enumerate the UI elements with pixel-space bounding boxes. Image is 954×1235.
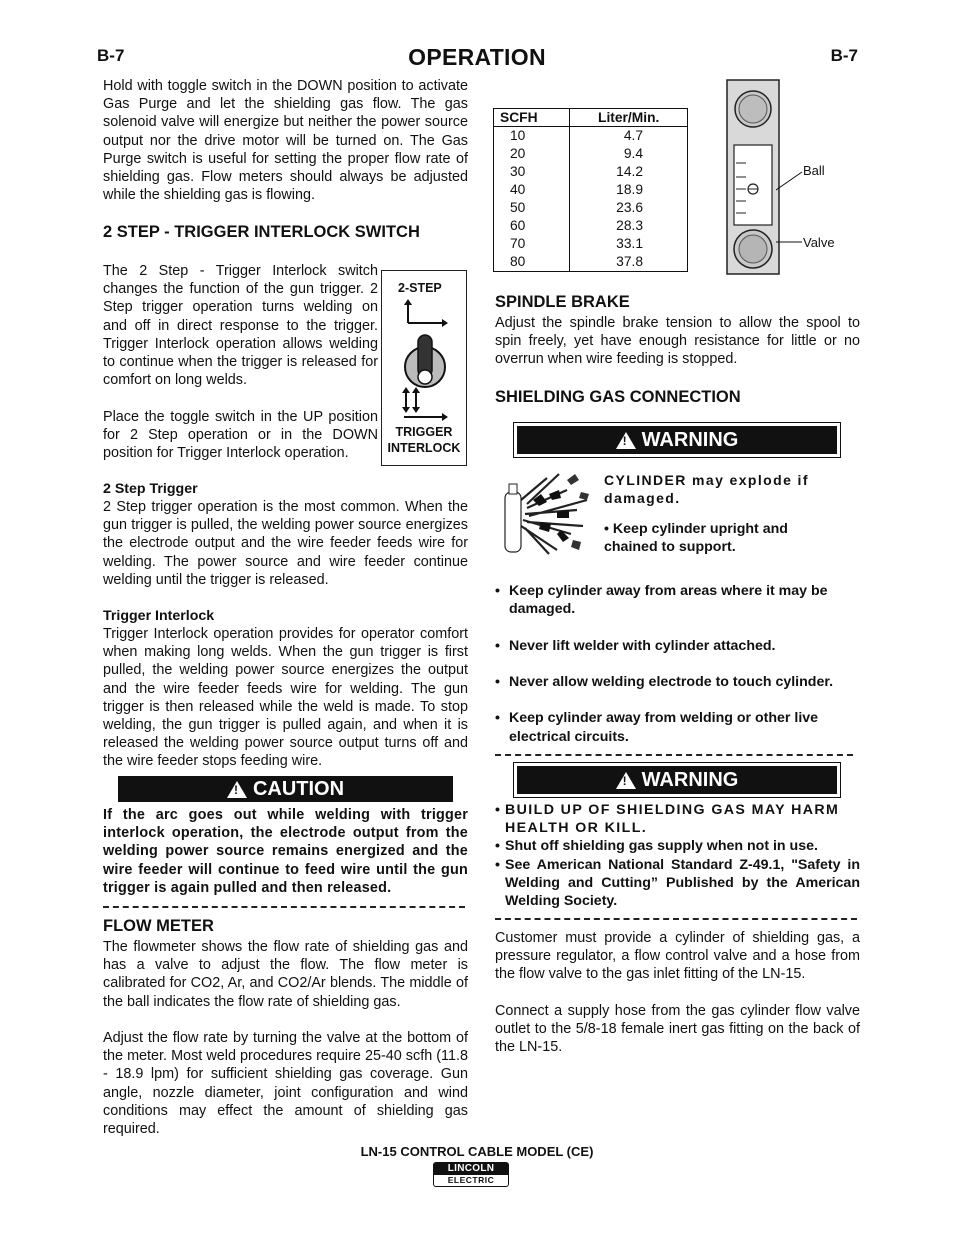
intro-paragraph: Hold with toggle switch in the DOWN position to activate Gas Purge and let the shielding gas flow. The gas solenoid valve will energize but neither the power source output nor the drive motor will be turned on. The Gas Purge switch is useful for setting the proper flow rate of shielding gas. Flow meters should always be adjusted while the shielding gas is flowing. bbox=[103, 78, 468, 204]
table-cell: 28.3 bbox=[570, 217, 688, 235]
table-cell: 70 bbox=[494, 235, 570, 253]
caution-text: If the arc goes out while welding with trigger interlock operation, the electrode output from the welding power source remains energized and the wire feeder will continue to feed wire until the gun trigger is again pulled and then released. bbox=[103, 807, 468, 896]
table-cell: 4.7 bbox=[570, 127, 688, 145]
warning-icon: ! bbox=[616, 432, 636, 449]
meter-pointer-lines bbox=[776, 160, 806, 250]
interlock-text: Trigger Interlock operation provides for operator comfort when making long welds. When the gun trigger is first pulled, the welding power source energizes the output and the wire feeder feeds wire for welding. The gun trigger is then released while the weld is made. To stop welding, the gun trigger is pulled again, and when it is released the welding power source output turns off and the wire feeder stops feeding wire. bbox=[103, 626, 468, 770]
switch-label-interlock: INTERLOCK bbox=[387, 441, 461, 455]
interlock-heading: Trigger Interlock bbox=[103, 608, 215, 624]
warning-label: WARNING bbox=[641, 428, 739, 451]
table-cell: 9.4 bbox=[570, 145, 688, 163]
table-header-scfh: SCFH bbox=[494, 109, 570, 127]
warning2-list bbox=[495, 801, 860, 910]
logo-top: LINCOLN bbox=[433, 1162, 509, 1175]
table-cell: 18.9 bbox=[570, 181, 688, 199]
toggle-switch-icon bbox=[382, 299, 468, 439]
table-cell: 37.8 bbox=[570, 253, 688, 271]
trigger-paragraph-2: Place the toggle switch in the UP position for 2 Step operation or in the DOWN position for Trigger Interlock operation. bbox=[103, 408, 378, 462]
list-item-text: See American National Standard Z-49.1, "Safety in Welding and Cutting” Published by the American Welding Society. bbox=[505, 856, 860, 910]
table-cell: 60 bbox=[494, 217, 570, 235]
footer-model: LN-15 CONTROL CABLE MODEL (CE) bbox=[360, 1144, 594, 1159]
list-item: • Keep cylinder away from welding or other live electrical circuits. bbox=[495, 709, 860, 745]
switch-label-2step: 2-STEP bbox=[398, 281, 442, 295]
warning-label: WARNING bbox=[641, 768, 739, 791]
bullet-glyph: • bbox=[604, 521, 613, 537]
cylinder-explosion-icon bbox=[497, 470, 595, 556]
table-cell: 10 bbox=[494, 127, 570, 145]
list-item: • See American National Standard Z-49.1, "Safety in Welding and Cutting” Published by the American Welding Society. bbox=[495, 856, 860, 910]
caution-icon: ! bbox=[227, 781, 247, 798]
table-row bbox=[494, 127, 688, 145]
warning-icon: ! bbox=[616, 772, 636, 789]
flow-meter-paragraph-2: Adjust the flow rate by turning the valve at the bottom of the meter. Most weld procedures require 25-40 scfh (11.8 - 18.9 lpm) for sufficient shielding gas coverage. Gun angle, nozzle diameter, joint configuration and wind conditions may effect the amount of shielding gas required. bbox=[103, 1030, 468, 1138]
page-title: OPERATION bbox=[408, 44, 546, 70]
two-step-text: 2 Step trigger operation is the most common. When the gun trigger is pulled, the welding power source energizes the electrode output and the wire feeder feeds wire for welding. The power source and wire feeder continue welding until the trigger is released. bbox=[103, 499, 468, 588]
list-item-text: Never lift welder with cylinder attached. bbox=[509, 637, 776, 654]
warning-banner-1 bbox=[513, 422, 841, 458]
caution-banner bbox=[118, 776, 453, 802]
table-header-lpm: Liter/Min. bbox=[570, 109, 688, 127]
warning-banner-2 bbox=[513, 762, 841, 798]
spindle-brake-heading: SPINDLE BRAKE bbox=[495, 293, 630, 311]
trigger-text bbox=[103, 262, 378, 462]
meter-label-ball: Ball bbox=[803, 163, 825, 178]
two-step-heading: 2 Step Trigger bbox=[103, 481, 198, 497]
page-number-right: B-7 bbox=[830, 46, 858, 65]
table-cell: 23.6 bbox=[570, 199, 688, 217]
list-item: • Never allow welding electrode to touch cylinder. bbox=[495, 673, 834, 690]
page-number-left: B-7 bbox=[97, 46, 125, 65]
table-cell: 30 bbox=[494, 163, 570, 181]
flow-meter-paragraph-1: The flowmeter shows the flow rate of shielding gas and has a valve to adjust the flow. The flow meter is calibrated for CO2, Ar, and CO2/Ar blends. The middle of the ball indicates the flow rate of shielding gas. bbox=[103, 939, 468, 1010]
table-cell: 20 bbox=[494, 145, 570, 163]
list-item: • BUILD UP OF SHIELDING GAS MAY HARM HEALTH OR KILL. bbox=[495, 801, 860, 837]
table-row bbox=[494, 199, 688, 217]
list-item-text: Keep cylinder away from areas where it may be damaged. bbox=[509, 583, 828, 618]
table-cell: 50 bbox=[494, 199, 570, 217]
list-item-text: Never allow welding electrode to touch cylinder. bbox=[509, 673, 834, 690]
caution-label: CAUTION bbox=[252, 777, 345, 800]
logo-bottom: ELECTRIC bbox=[433, 1175, 509, 1187]
warning1-title-text: CYLINDER may explode if damaged. bbox=[604, 472, 809, 507]
list-item-text: BUILD UP OF SHIELDING GAS MAY HARM HEALTH OR KILL. bbox=[505, 802, 840, 837]
trigger-heading: 2 STEP - TRIGGER INTERLOCK SWITCH bbox=[103, 223, 420, 241]
lincoln-electric-logo bbox=[433, 1162, 509, 1188]
table-cell: 80 bbox=[494, 253, 570, 271]
toggle-switch-diagram bbox=[381, 270, 467, 466]
warning1-title bbox=[604, 471, 824, 507]
divider-dashes bbox=[103, 906, 465, 908]
gas-paragraph-1: Customer must provide a cylinder of shielding gas, a pressure regulator, a flow control valve and a hose from the flow valve to the gas inlet fitting of the LN-15. bbox=[495, 930, 860, 983]
list-item: • Keep cylinder away from areas where it may be damaged. bbox=[495, 582, 860, 618]
warning1-bullet bbox=[604, 520, 844, 556]
list-item-text: Shut off shielding gas supply when not in use. bbox=[505, 838, 818, 855]
table-row bbox=[494, 235, 688, 253]
table-row bbox=[494, 253, 688, 271]
flow-rate-table bbox=[493, 108, 688, 272]
warning1-bullet-text: Keep cylinder upright and chained to support. bbox=[604, 521, 788, 556]
list-item: • Shut off shielding gas supply when not in use. bbox=[495, 838, 818, 855]
flow-meter-heading: FLOW METER bbox=[103, 917, 214, 935]
list-item: • Never lift welder with cylinder attached. bbox=[495, 637, 776, 654]
table-cell: 40 bbox=[494, 181, 570, 199]
gas-paragraph-2: Connect a supply hose from the gas cylinder flow valve outlet to the 5/8-18 female inert gas fitting on the back of the LN-15. bbox=[495, 1002, 860, 1056]
divider-dashes bbox=[495, 918, 857, 920]
table-row bbox=[494, 181, 688, 199]
flow-meter-illustration bbox=[726, 79, 780, 275]
switch-label-trigger-interlock bbox=[382, 424, 466, 456]
table-row bbox=[494, 217, 688, 235]
table-row bbox=[494, 145, 688, 163]
table-cell: 33.1 bbox=[570, 235, 688, 253]
list-item-text: Keep cylinder away from welding or other live electrical circuits. bbox=[509, 710, 819, 745]
switch-label-trigger: TRIGGER bbox=[395, 425, 453, 439]
table-cell: 14.2 bbox=[570, 163, 688, 181]
gas-connection-heading: SHIELDING GAS CONNECTION bbox=[495, 388, 741, 406]
spindle-brake-text: Adjust the spindle brake tension to allow the spool to spin freely, yet have enough resistance for little or no overrun when wire feeding is stopped. bbox=[495, 315, 860, 368]
gas-connection-text bbox=[495, 929, 860, 1056]
meter-label-valve: Valve bbox=[803, 235, 835, 250]
table-header-row bbox=[494, 109, 688, 127]
warning1-list bbox=[495, 582, 860, 746]
table-row bbox=[494, 163, 688, 181]
trigger-paragraph-1: The 2 Step - Trigger Interlock switch changes the function of the gun trigger. 2 Step trigger operation turns welding on and off in direct response to the trigger. Trigger Interlock operation allows welding to continue when the trigger is released for comfort on long welds. bbox=[103, 263, 378, 389]
flow-meter-text bbox=[103, 938, 468, 1138]
divider-dashes bbox=[495, 754, 853, 756]
